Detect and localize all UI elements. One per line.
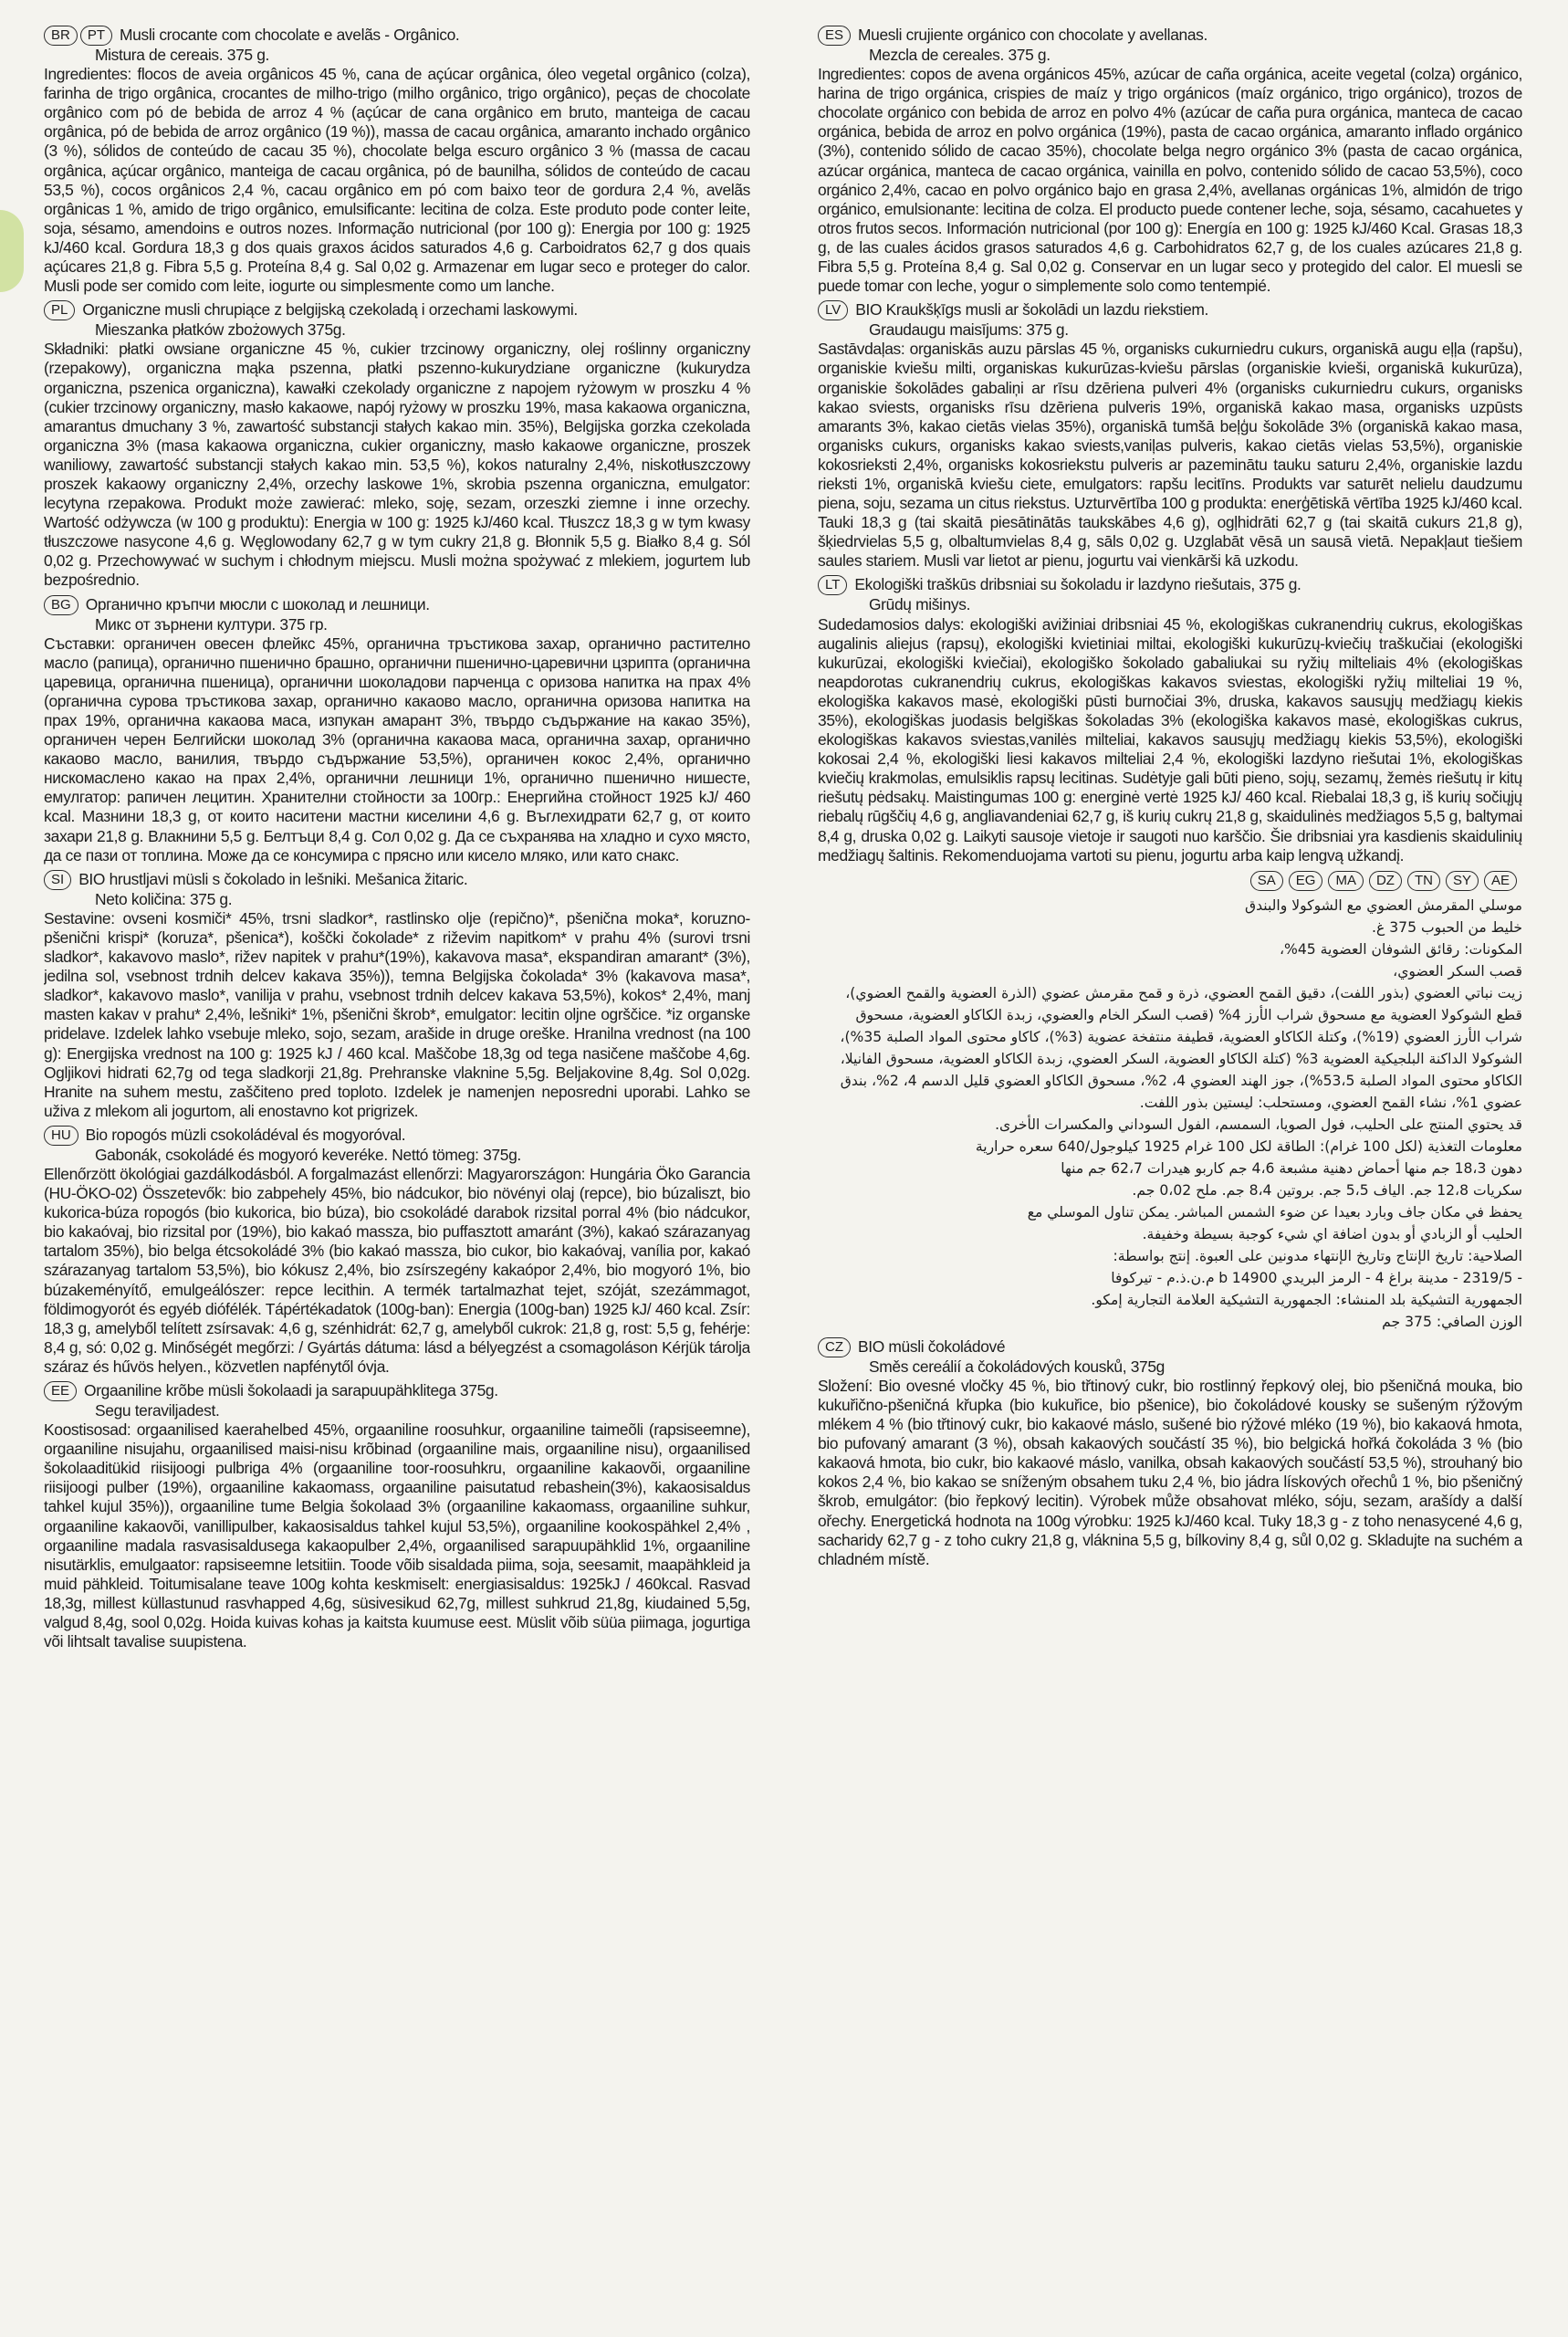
arabic-line: موسلي المقرمش العضوي مع الشوكولا والبندق: [1244, 896, 1522, 914]
section-lv: [818, 300, 1522, 571]
section-bg: [44, 595, 750, 865]
section-lt: [818, 575, 1522, 865]
arabic-line: زيت نباتي العضوي (بذور اللفت)، دقيق القمح العضوي، ذرة و قمح مقرمش عضوي (الذرة العضوية والقمح العضوي)،: [845, 984, 1522, 1001]
product-title: Bio ropogós müzli csokoládéval és mogyoróval.: [85, 1125, 406, 1144]
product-title: Musli crocante com chocolate e avelãs - Orgânico.: [120, 26, 460, 44]
product-subtitle: Neto količina: 375 g.: [95, 889, 233, 908]
ingredients-text: Składniki: płatki owsiane organiczne 45 %, cukier trzcinowy organiczny, olej roślinny organiczny (rzepakowy), organiczna mąka pszenna, płatki pszenno-kukurydziane organiczne (kukurydza organiczna, pszenica organiczna), kawałki czekolady organiczne z napojem ryżowym w proszku 4 % (cukier trzcinowy organiczny, masło kakaowe, napój ryżowy w proszku 19%, masa kakaowa organiczna, amarantus dmuchany 3 %, zawartość substancji stałych kakao min. 35%), Belgijska gorzka czekolada organiczna 3% (masa kakaowa organiczna, cukier organiczny, masło kakaowe organiczne, proszek waniliowy, zawartość substancji stałych kakao min. 53,5 %), kokos naturalny 2,4%, niskotłuszczowy proszek kakaowy organiczny 2,4%, orzechy laskowe 1%, skrobia pszenna organiczna, emulgator: lecytyna rzepakowa. Produkt może zawierać: mleko, soję, sezam, orzeszki ziemne i inne orzechy. Wartość odżywcza (w 100 g produktu): Energia w 100 g: 1925 kJ/460 kcal. Tłuszcz 18,3 g w tym kwasy tłuszczowe nasycone 4,6 g. Węglowodany 62,7 g w tym cukry 21,8 g. Błonnik 5,5 g. Białko 8,4 g. Sól 0,02 g. Przechowywać w suchym i chłodnym miejscu. Musli można spożywać z mlekiem, jogurtem lub bezpośrednio.: [44, 340, 750, 590]
arabic-line: خليط من الحبوب 375 غ.: [1372, 918, 1522, 936]
product-title: Органично кръпчи мюсли с шоколад и лешници.: [85, 594, 430, 613]
country-badge: BG: [44, 595, 78, 615]
country-badge: EG: [1289, 871, 1323, 891]
section-cz: [818, 1337, 1522, 1569]
country-badge: MA: [1328, 871, 1364, 891]
arabic-line: قد يحتوي المنتج على الحليب، فول الصويا، السمسم، الفول السوداني والمكسرات الأخرى.: [995, 1116, 1522, 1133]
section-arabic: [818, 871, 1522, 1333]
arabic-line: المكونات: رقائق الشوفان العضوية 45%،: [1280, 940, 1522, 958]
section-es: [818, 26, 1522, 296]
country-badge: DZ: [1369, 871, 1402, 891]
ingredients-text: Sastāvdaļas: organiskās auzu pārslas 45 %, organisks cukurniedru cukurs, organiskā augu eļļa (rapšu), organiskie kviešu milti, organiskas kukurūzas-kviešu pārslas (organiskie kvieši, organiskā kukurūza), organiskie šokolādes gabaliņi ar rīsu dzēriena pulveri 4% (organisks cukurniedru cukurs, organisks kakao sviests, organisks rīsu dzēriena pulveris 19%, organiskā kakao masa, organisks uzpūsts amarants 3%, kakao cietās vielas 35%), organiskā tumšā beļģu šokolāde 3% (organiskā kakao masa, organisks cukurs, organisks kakao sviests,vaniļas pulveris, kakao cietās vielas 53,5%), organiskie kokosrieksti 2,4%, organisks kokosriekstu pulveris ar pazeminātu tauku saturu 2,4%, organiskie lazdu rieksti 1%, organiskā kviešu ciete, emulgators: rapšu lecitīns. Produkts var saturēt nelielu daudzumu piena, soju, sezama un citus riekstus. Uzturvērtība 100 g produkta: enerģētiskā vērtība 1925 kJ/460 kcal. Tauki 18,3 g (tai skaitā piesātinātās taukskābes 4,6 g), ogļhidrāti 62,7 g (tai skaitā cukurs 21,8 g), šķiedrvielas 5,5 g, olbaltumvielas 8,4 g, sāls 0,02 g. Uzglabāt vēsā un sausā vietā. Nepakļaut tiešiem saules stariem. Musli var lietot ar pienu, jogurtu vai vienkārši kā uzkodu.: [818, 340, 1522, 571]
product-subtitle: Mezcla de cereales. 375 g.: [869, 46, 1051, 64]
green-leaf-decoration: [0, 210, 24, 292]
country-badge: LT: [818, 575, 847, 595]
product-subtitle: Grūdų mišinys.: [869, 595, 971, 614]
arabic-line: يحفظ في مكان جاف وبارد بعيدا عن ضوء الشمس المباشر. يمكن تناول الموسلي مع: [1027, 1203, 1522, 1221]
country-badge: TN: [1407, 871, 1440, 891]
country-badge: HU: [44, 1126, 78, 1146]
product-title: Organiczne musli chrupiące z belgijską czekoladą i orzechami laskowymi.: [82, 300, 578, 320]
arabic-line: سكريات 12،8 جم. الياف 5،5 جم. بروتين 8،4 جم. ملح 0،02 جم.: [1132, 1181, 1522, 1199]
ingredients-text: Sestavine: ovseni kosmiči* 45%, trsni sladkor*, rastlinsko olje (repično)*, pšenična moka*, koruzno-pšenični krispi* (koruza*, pšenica*), koščki čokolade* z riževim napitkom* v prahu 4% (surovi trsni sladkor*, kakavovo maslo*, rižev napitek v prahu*(19%), kakavova masa*, ekspandiran amarant* (3%), jedilna sol, vsebnost trdnih delcev kakava 35%)), temna Belgijska čokolada* 3% (kakavova masa*, sladkor*, kakavovo maslo*, vanilija v prahu, vsebnost trdnih delcev kakava 53,5%), kokos* 2,4%, manj masten kakav v prahu* 2,4%, lešniki* 1%, pšenični škrob*, emulgator: lecitin oljne ogrščice. *iz organske pridelave. Izdelek lahko vsebuje mleko, sojo, sezam, arašide in druge oreške. Hranilna vrednost (na 100 g): Energijska vrednost na 100 g: 1925 kJ / 460 kcal. Maščobe 18,3g od tega nasičene maščobe 4,6g. Ogljikovi hidrati 62,7g od tega sladkorji 21,8g. Prehranske vlaknine 5,5g. Beljakovine 8,4g. Sol 0,02g. Hranite na suhem mestu, zaščiteno pred toploto. Izdelek je namenjen neposredni uporabi. Lahko se uživa z mlekom ali jogurtom, ali enostavno kot prigrizek.: [44, 908, 750, 1120]
ingredients-text: Koostisosad: orgaanilised kaerahelbed 45%, orgaaniline roosuhkur, orgaaniline taimeõli (rapsiseemne), orgaaniline nisujahu, orgaanilised maisi-nisu krõbinad (orgaaniline mais, orgaaniline nisu), orgaanilised šokolaaditükid riisijoogi pulbriga 4% (orgaaniline toor-roosuhkru, orgaaniline kakaovõi, orgaaniline riisijoogi pulber (19%), orgaaniline kakaomass, orgaaniline paisutatud rebashein(3%), kakaosisaldus tahkel kujul 35%)), orgaaniline tume Belgia šokolaad 3% (orgaaniline kakaomass, orgaaniline suhkur, orgaaniline kakaovõi, vanillipulber, kakaosisaldus tahkel kujul 53,5%), orgaaniline kookospähkel 2,4% , orgaaniline madala rasvasisaldusega kakaopulber 2,4%, orgaanilised sarapuupähklid 1%, orgaaniline nisutärklis, emulgaator: rapsiseemne letsitiin. Toode võib sisaldada piima, soja, seesamit, maapähkleid ja muid pähkleid. Toitumisalane teave 100g kohta keskmiselt: energiasisaldus: 1925kJ / 460kcal. Rasvad 18,3g, millest küllastunud rasvhapped 4,6g, süsivesikud 62,7g, millest suhkrud 21,8g, kiudained 5,5g, valgud 8,4g, sool 0,02g. Hoida kuivas kohas ja kaitsta kuumuse eest. Müslit võib süüa piimaga, jogurtiga või lihtsalt tavalise suupistena.: [44, 1420, 750, 1651]
ingredients-text: Sudedamosios dalys: ekologiški avižiniai dribsniai 45 %, ekologiškas cukranendrių cukrus, ekologiškas augalinis aliejus (rapsų), ekologiški kvietiniai miltai, ekologiški kukurūzų-kviečių traškučiai (ekologiški kukurūzai, ekologiški kviečiai), ekologiško šokolado gabaliukai su ryžių milteliais 4% (ekologiškas neapdorotas cukranendrių cukrus, ekologiškas kakavos sviestas, ekologiški ryžių milteliai 19 %, ekologiška kakavos masė, ekologiški pūsti burnočiai 3%, druska, kakavos sausųjų medžiagų kiekis 35%), ekologiškas juodasis belgiškas šokoladas 3% (ekologiška kakavos masė, ekologiškas cukrus, ekologiškas kakavos sviestas,vanilės milteliai, kakavos sausųjų medžiagų kiekis 53,5%), ekologiški kokosai 2,4 %, ekologiški liesi kakavos milteliai 2,4 %, ekologiški lazdyno riešutai 1%, ekologiškas kviečių krakmolas, emulsiklis rapsų lecitinas. Sudėtyje gali būti pieno, sojų, sezamų, žemės riešutų ir kitų riešutų pėdsakų. Maistingumas 100 g: energinė vertė 1925 kJ/ 460 kcal. Riebalai 18,3 g, iš kurių sočiųjų riebalų rūgščių 4,6 g, angliavandeniai 62,7 g, iš kurių cukrų 21,8 g, skaidulinės medžiagos 5,5 g, baltymai 8,4 g, druska 0,02 g. Laikyti sausoje vietoje ir saugoti nuo karščio. Šie dribsniai yra kasdienis skaidulinių medžiagų šaltinis. Rekomenduojama vartoti su pienu, jogurtu arba kaip lengvą užkandį.: [818, 614, 1522, 865]
arabic-line: معلومات التغذية (لكل 100 غرام): الطاقة لكل 100 غرام 1925 كيلوجول/640 سعره حرارية: [975, 1137, 1522, 1155]
ingredients-text: Ellenőrzött ökológiai gazdálkodásból. A forgalmazást ellenőrzi: Magyarországon: Hungária Öko Garancia (HU-ÖKO-02) Összetevők: bio zabpehely 45%, bio nádcukor, bio növényi olaj (repce), bio búzaliszt, bio kukorica-búza ropogós (bio kukorica, bio búza), bio csokoládé darabok rizsital porral 4% (bio nádcukor, bio kakaóvaj, bio rizsital por (19%), bio kakaó massza, bio puffasztott amaránt (3%), kakaó szárazanyag tartalom 35%), bio belga étcsokoládé 3% (bio kakaó massza, bio cukor, bio kakaóvaj, vanília por, kakaó szárazanyag tartalom 53,5%), bio kókusz 2,4%, bio zsírszegény kakaópor 2,4%, bio mogyoró 1%, bio búzakeményítő, emulgeálószer: repce lecithin. A termék tartalmazhat tejet, szóját, szezámmagot, földimogyorót és egyéb diófélék. Tápértékadatok (100g-ban): Energia (100g-ban) 1925 kJ/ 460 kcal. Zsír: 18,3 g, amelyből telített zsírsavak: 4,6 g, szénhidrát: 62,7 g, amelyből cukrok: 21,8 g, rost: 5,5 g, fehérje: 8,4 g, só: 0,02 g. Minőségét megőrzi: / Gyártás dátuma: lásd a bélyegzést a csomagoláson Kérjük tárolja száraz és hűvös helyen., közvetlen napfénytől óvja.: [44, 1164, 750, 1376]
product-subtitle: Mistura de cereais. 375 g.: [95, 46, 269, 64]
ingredients-text: Съставки: органичен овесен флейкс 45%, органична тръстикова захар, органично растително масло (рапица), органично пшенично брашно, органични пшенично-царевични цзрипта (органична царевица, органична пшеница), органични шоколадови парченца с оризова напитка на прах 4% (органична сурова тръстикова захар, органично какаово масло, органична оризова напитка на прах 19%, органична какаова маса, изпукан амарант 3%, твърдо съдържание на какао 35%), органичен черен Белгийски шоколад 3% (органична какаова маса, органична захар, органично какаово масло, ванилия, твърдо съдържание 53,5%), органичен кокос 2,4%, органично нискомаслено какао на прах 2,4%, органични лешници 1%, органично пшенично нишесте, емулгатор: рапичен лецитин. Хранителни стойности за 100гр.: Енергийна стойност 1925 kJ/ 460 kcal. Мазнини 18,3 g, от които наситени мастни киселини 4,6 g. Въглехидрати 62,7 g, от които захари 21,8 g. Влакнини 5,5 g. Белтъци 8,4 g. Сол 0,02 g. Да се съхранява на хладно и сухо място, да се пази от топлина. Може да се консумира с прясно или кисело мляко, или като снакс.: [44, 634, 750, 865]
product-subtitle: Graudaugu maisījums: 375 g.: [869, 320, 1069, 340]
country-badge: PL: [44, 300, 75, 320]
country-badge: EE: [44, 1381, 77, 1401]
country-badge: ES: [818, 26, 851, 46]
ingredients-text: Ingredientes: copos de avena orgánicos 45%, azúcar de caña orgánica, aceite vegetal (colza) orgánico, harina de trigo orgánica, crispies de maíz y trigo orgánicos (maíz orgánico, trigo orgánico), trozos de chocolate orgánico con bebida de arroz en polvo 4% (azúcar de caña pura orgánica, manteca de cacao orgánica, bebida de arroz en polvo orgánica (19%), pasta de cacao orgánica, amaranto inflado orgánico (3%), contenido sólido de cacao 35%), chocolate belga negro orgánico 3% (pasta de cacao orgánica, azúcar orgánica, manteca de cacao orgánica, vainilla en polvo, contenido sólido de cacao 53,5%), coco orgánico 2,4%, cacao en polvo orgánico bajo en grasa 2,4%, avellanas orgánicas 1%, almidón de trigo orgánico, emulsionante: lecitina de colza. El producto puede contener leche, soja, sésamo, cacahuetes y otros frutos secos. Información nutricional (por 100 g): Energía en 100 g: 1925 kJ/460 Kcal. Grasas 18,3 g, de las cuales ácidos grasos saturados 4,6 g. Carbohidratos 62,7 g, de los cuales azúcares 21,8 g. Fibra 5,5 g. Proteína 8,4 g. Sal 0,02 g. Conservar en un lugar seco y protegido del calor. El muesli se puede tomar con leche, yogur o simplemente solo como tentempié.: [818, 65, 1522, 296]
country-badge: CZ: [818, 1337, 851, 1357]
product-subtitle: Микс от зърнени култури. 375 гр.: [95, 614, 328, 634]
country-badge: PT: [80, 26, 112, 46]
product-title: Ekologiški traškūs dribsniai su šokoladu ir lazdyno riešutais, 375 g.: [854, 575, 1301, 594]
country-badge: SY: [1446, 871, 1479, 891]
country-badge: LV: [818, 300, 848, 320]
product-title: BIO hrustljavi müsli s čokolado in lešniki. Mešanica žitaric.: [78, 869, 468, 888]
arabic-line: دهون 18،3 جم منها أحماض دهنية مشبعة 4،6 جم كاربو هيدرات 62،7 جم منها: [1061, 1159, 1522, 1177]
ingredients-text: Složení: Bio ovesné vločky 45 %, bio třtinový cukr, bio rostlinný řepkový olej, bio pšeničná mouka, bio kukuřično-pšeničná křupka (bio kukuřice, bio pšenice), bio čokoládové kousky se sušeným rýžovým mlékem 4 % (bio třtinový cukr, bio kakaové máslo, sušené bio rýžové mléko (19 %), bio kakaová hmota, bio pufovaný amarant (3 %), obsah kakaových součástí 35 %), bio belgická hořká čokoláda 3 % (bio kakaová hmota, bio cukr, bio kakaové máslo, vanilka, obsah kakaových součástí 53,5 %), strouhaný bio kokos 2,4 %, bio kakao se sníženým obsahem tuku 2,4 %, bio jádra lískových ořechů 1 %, bio pšeničný škrob, emulgátor: (bio řepkový lecitin). Výrobek může obsahovat mléko, sóju, sezam, arašídy a další ořechy. Energetická hodnota na 100g výrobku: 1925 kJ/460 kcal. Tuky 18,3 g - z toho nenasycené 4,6 g, sacharidy 62,7 g - z toho cukry 21,8 g, vláknina 5,5 g, bílkoviny 8,4 g, sůl 0,02 g. Skladujte na suchém a chladném místě.: [818, 1376, 1522, 1568]
product-title: BIO müsli čokoládové: [858, 1336, 1006, 1356]
product-subtitle: Mieszanka płatków zbożowych 375g.: [95, 320, 346, 340]
country-badge: SA: [1250, 871, 1283, 891]
section-ee: [44, 1381, 750, 1651]
product-title: Muesli crujiente orgánico con chocolate y avellanas.: [858, 26, 1207, 44]
product-subtitle: Gabonák, csokoládé és mogyoró keveréke. Nettó tömeg: 375g.: [95, 1145, 521, 1164]
product-subtitle: Segu teraviljadest.: [95, 1401, 220, 1420]
section-pt: [44, 26, 750, 296]
arabic-text-block: [818, 895, 1522, 1333]
product-subtitle: Směs cereálií a čokoládových kousků, 375g: [869, 1357, 1165, 1376]
arabic-line: قطع الشوكولا العضوية مع مسحوق شراب الأرز 4% (قصب السكر الخام والعضوي، زبدة الكاكاو العضوية، مسحوق شراب الأرز العضوي (19%)، وكتلة الكاكاو العضوية، قطيفة منتفخة عضوية (3%)، كاكاو محتوى المواد الصلبة 35%)، الشوكولا الداكنة البلجيكية العضوية 3% (كتلة الكاكاو العضوية، السكر العضوي، زبدة الكاكاو العضوية، مسحوق الفانيلا، الكاكاو محتوى المواد الصلبة 53،5%)، جوز الهند العضوي 4، 2%، مسحوق الكاكاو العضوي قليل الدسم 4، 2%، بندق عضوي 1%، نشاء القمح العضوي، ومستحلب: ليستين بذور اللفت.: [840, 1006, 1522, 1111]
arabic-line: الوزن الصافي: 375 جم: [1382, 1313, 1522, 1330]
arabic-line: - 2319/5 - مدينة براغ 4 - الرمز البريدي 14900 b م.ن.ذ.م - تيركوفا: [1111, 1269, 1522, 1286]
country-badge: AE: [1484, 871, 1517, 891]
arabic-line: قصب السكر العضوي،: [1393, 962, 1522, 980]
country-badge: SI: [44, 870, 71, 890]
arabic-line: الجمهورية التشيكية بلد المنشاء: الجمهورية التشيكية العلامة التجارية إمكو.: [1091, 1291, 1522, 1308]
right-column: [818, 26, 1522, 2317]
left-column: [44, 26, 750, 2317]
product-title: Orgaaniline krõbe müsli šokolaadi ja sarapuupähklitega 375g.: [84, 1381, 498, 1399]
arabic-line: الحليب أو الزبادي أو بدون اضافة اي شيء كوجبة بسيطة وخفيفة.: [1142, 1225, 1522, 1242]
section-si: [44, 870, 750, 1121]
ingredients-text: Ingredientes: flocos de aveia orgânicos 45 %, cana de açúcar orgânica, óleo vegetal orgânico (colza), farinha de trigo orgânica, crocantes de milho-trigo (milho orgânico, trigo orgânico), peças de chocolate orgânico com pó de bebida de arroz 4 % (açúcar de cana orgânico em bruto, manteiga de cacau orgânica, pó de bebida de arroz orgânico (19 %)), massa de cacau orgânica, amaranto inchado orgânico (3 %), sólidos de conteúdo de cacau 35 %), chocolate belga escuro orgânico 3 % (massa de cacau orgânica, açúcar orgânico, manteiga de cacau orgânica, pó de baunilha, sólidos de conteúdo de cacau 53,5 %), cocos orgânicos 2,4 %, cacau orgânico em pó com baixo teor de gordura 2,4 %, avelãs orgânicas 1 %, amido de trigo orgânico, emulsificante: lecitina de colza. Este produto pode conter leite, soja, sésamo, amendoins e outros nozes. Informação nutricional (por 100 g): Energia por 100 g: 1925 kJ/460 kcal. Gordura 18,3 g dos quais graxos ácidos saturados 4,6 g. Carboidratos 62,7 g dos quais açúcares 21,8 g. Fibra 5,5 g. Proteína 8,4 g. Sal 0,02 g. Armazenar em lugar seco e proteger do calor. Musli pode ser comido com leite, iogurte ou simplesmente como um lanche.: [44, 65, 750, 296]
product-title: BIO Kraukšķīgs musli ar šokolādi un lazdu riekstiem.: [855, 300, 1209, 320]
arabic-line: الصلاحية: تاريخ الإنتاج وتاريخ الإنتهاء مدونين على العبوة. إنتج بواسطة:: [1113, 1247, 1522, 1264]
section-hu: [44, 1126, 750, 1377]
country-badge: BR: [44, 26, 78, 46]
section-pl: [44, 300, 750, 590]
country-badge-row: [818, 871, 1517, 891]
